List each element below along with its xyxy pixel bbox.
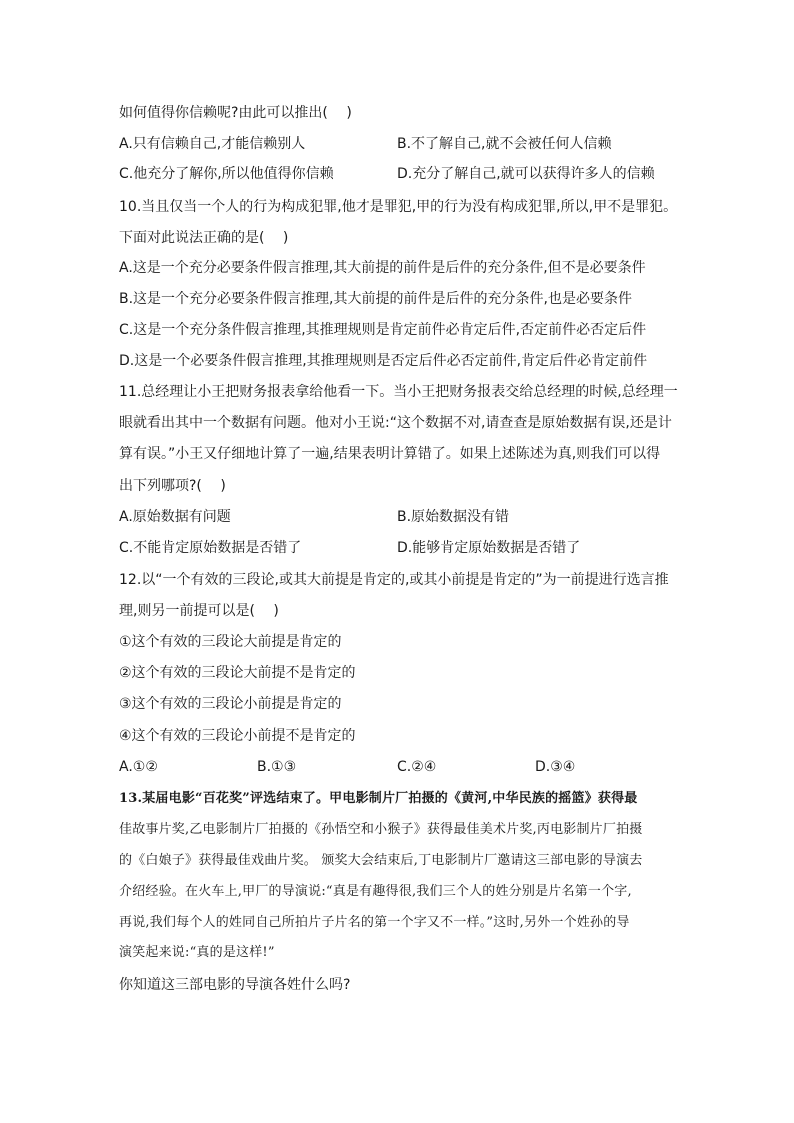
q12-item-4: ④这个有效的三段论小前提不是肯定的 [119,728,356,744]
q13-line-5: 再说,我们每个人的姓同自己所拍片子片名的第一个字又不一样。”这时,另外一个姓孙的导 [119,915,630,930]
q10-stem-line-1: 10.当且仅当一个人的行为构成犯罪,他才是罪犯,甲的行为没有构成犯罪,所以,甲不是罪犯。 [119,199,678,215]
q11-stem-line-1: 11.总经理让小王把财务报表拿给他看一下。当小王把财务报表交给总经理的时候,总经理一 [119,384,678,400]
q13-line-3: 的《白娘子》获得最佳戏曲片奖。 颁奖大会结束后,丁电影制片厂邀请这三部电影的导演去 [119,853,643,868]
q12-option-a: A.①② [119,759,158,775]
q11-option-b: B.原始数据没有错 [397,509,510,525]
q10-option-a: A.这是一个充分必要条件假言推理,其大前提的前件是后件的充分条件,但不是必要条件 [119,260,646,276]
q10-option-d: D.这是一个必要条件假言推理,其推理规则是否定后件必否定前件,肯定后件必肯定前件 [119,353,648,369]
q11-stem-line-3: 算有误。”小王又仔细地计算了一遍,结果表明计算错了。如果上述陈述为真,则我们可以得 [119,446,661,462]
q10-option-c: C.这是一个充分条件假言推理,其推理规则是肯定前件必肯定后件,否定前件必否定后件 [119,322,647,338]
q9-stem-tail: 如何值得你信赖呢?由此可以推出( ) [119,105,352,121]
q12-item-1: ①这个有效的三段论大前提是肯定的 [119,634,342,650]
q12-option-c: C.②④ [397,759,437,775]
q13-line-6: 演笑起来说:“真的是这样!” [119,945,275,960]
q11-option-a: A.原始数据有问题 [119,509,231,525]
q12-option-b: B.①③ [257,759,297,775]
q13-line-4: 介绍经验。在火车上,甲厂的导演说:“真是有趣得很,我们三个人的姓分别是片名第一个字, [119,884,632,899]
q11-option-c: C.不能肯定原始数据是否错了 [119,540,302,556]
q13-line-1: 13.某届电影“百花奖”评选结束了。甲电影制片厂拍摄的《黄河,中华民族的摇篮》获得最 [119,791,638,806]
q12-stem-line-1: 12.以“一个有效的三段论,或其大前提是肯定的,或其小前提是肯定的”为一前提进行选言推 [119,572,669,588]
q9-option-a: A.只有信赖自己,才能信赖别人 [119,136,306,152]
q9-option-c: C.他充分了解你,所以他值得你信赖 [119,166,334,182]
q12-option-d: D.③④ [535,759,576,775]
q10-stem-line-2: 下面对此说法正确的是( ) [119,230,289,246]
q12-item-2: ②这个有效的三段论大前提不是肯定的 [119,665,356,681]
q11-stem-line-2: 眼就看出其中一个数据有问题。他对小王说:“这个数据不对,请查查是原始数据有误,还是计 [119,415,672,431]
q11-option-d: D.能够肯定原始数据是否错了 [397,540,581,556]
q13-question: 你知道这三部电影的导演各姓什么吗? [119,977,351,993]
q9-option-b: B.不了解自己,就不会被任何人信赖 [397,136,612,152]
q12-item-3: ③这个有效的三段论小前提是肯定的 [119,696,342,712]
q11-stem-line-4: 出下列哪项?( ) [119,478,226,494]
q12-stem-line-2: 理,则另一前提可以是( ) [119,603,279,619]
q13-line-2: 佳故事片奖,乙电影制片厂拍摄的《孙悟空和小猴子》获得最佳美术片奖,丙电影制片厂拍摄 [119,822,643,837]
q10-option-b: B.这是一个充分必要条件假言推理,其大前提的前件是后件的充分条件,也是必要条件 [119,291,632,307]
q9-option-d: D.充分了解自己,就可以获得许多人的信赖 [397,166,655,182]
